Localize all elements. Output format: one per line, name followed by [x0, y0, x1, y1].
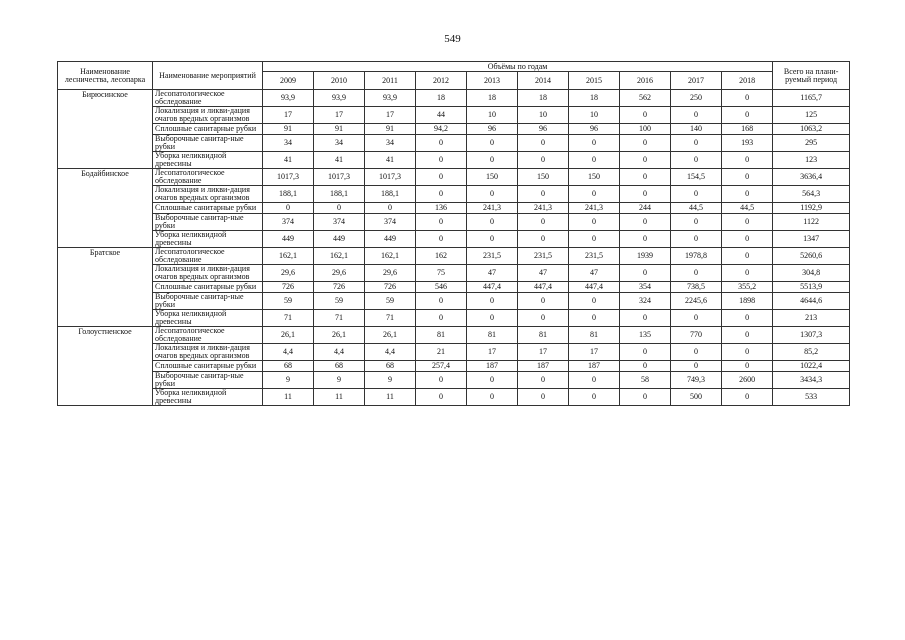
year-value-cell: 44,5 [722, 203, 773, 214]
table-row [58, 186, 850, 203]
year-value-cell: 0 [620, 389, 671, 406]
year-value-cell: 0 [620, 361, 671, 372]
activity-name-cell: Сплошные санитарные рубки [153, 361, 263, 372]
year-value-cell: 26,1 [314, 327, 365, 344]
year-value-cell: 17 [365, 107, 416, 124]
year-value-cell: 0 [518, 231, 569, 248]
table-row [58, 135, 850, 152]
year-value-cell: 34 [365, 135, 416, 152]
year-value-cell: 2245,6 [671, 293, 722, 310]
year-value-cell: 0 [620, 135, 671, 152]
activity-name-cell: Выборочные санитар-ные рубки [153, 135, 263, 152]
year-header-cell: 2017 [671, 72, 722, 90]
table-row [58, 327, 850, 344]
year-value-cell: 0 [722, 310, 773, 327]
year-value-cell: 93,9 [314, 90, 365, 107]
year-value-cell: 0 [722, 389, 773, 406]
year-value-cell: 241,3 [518, 203, 569, 214]
year-value-cell: 1017,3 [263, 169, 314, 186]
table-row [58, 282, 850, 293]
activity-name-cell: Уборка неликвидной древесины [153, 310, 263, 327]
year-value-cell: 29,6 [314, 265, 365, 282]
year-value-cell: 0 [722, 361, 773, 372]
activity-name-cell: Сплошные санитарные рубки [153, 124, 263, 135]
year-value-cell: 188,1 [314, 186, 365, 203]
year-value-cell: 4,4 [263, 344, 314, 361]
year-value-cell: 0 [569, 135, 620, 152]
year-header-cell: 2014 [518, 72, 569, 90]
activity-column-header: Наименование мероприятий [153, 62, 263, 90]
table-body [58, 90, 850, 406]
year-value-cell: 17 [263, 107, 314, 124]
total-value-cell: 1165,7 [773, 90, 850, 107]
activity-name-cell: Уборка неликвидной древесины [153, 231, 263, 248]
year-value-cell: 150 [569, 169, 620, 186]
year-value-cell: 0 [620, 214, 671, 231]
year-value-cell: 10 [467, 107, 518, 124]
activity-name-cell: Лесопатологическое обследование [153, 248, 263, 265]
year-value-cell: 0 [467, 389, 518, 406]
year-value-cell: 10 [569, 107, 620, 124]
year-value-cell: 0 [569, 152, 620, 169]
year-value-cell: 81 [467, 327, 518, 344]
year-value-cell: 0 [671, 107, 722, 124]
year-value-cell: 447,4 [518, 282, 569, 293]
year-value-cell: 9 [314, 372, 365, 389]
year-value-cell: 0 [722, 327, 773, 344]
total-value-cell: 1192,9 [773, 203, 850, 214]
year-value-cell: 68 [365, 361, 416, 372]
year-value-cell: 0 [671, 344, 722, 361]
year-value-cell: 0 [722, 90, 773, 107]
year-value-cell: 0 [620, 344, 671, 361]
year-value-cell: 135 [620, 327, 671, 344]
year-value-cell: 244 [620, 203, 671, 214]
year-value-cell: 0 [263, 203, 314, 214]
year-value-cell: 140 [671, 124, 722, 135]
activity-name-cell: Уборка неликвидной древесины [153, 389, 263, 406]
year-value-cell: 0 [620, 231, 671, 248]
year-value-cell: 726 [263, 282, 314, 293]
year-value-cell: 71 [365, 310, 416, 327]
year-value-cell: 29,6 [263, 265, 314, 282]
year-value-cell: 187 [467, 361, 518, 372]
year-value-cell: 91 [263, 124, 314, 135]
year-value-cell: 187 [518, 361, 569, 372]
year-value-cell: 0 [467, 310, 518, 327]
year-value-cell: 1017,3 [314, 169, 365, 186]
year-value-cell: 17 [569, 344, 620, 361]
year-value-cell: 47 [467, 265, 518, 282]
year-value-cell: 355,2 [722, 282, 773, 293]
year-value-cell: 0 [722, 344, 773, 361]
year-value-cell: 1017,3 [365, 169, 416, 186]
year-value-cell: 4,4 [314, 344, 365, 361]
year-value-cell: 0 [467, 293, 518, 310]
activity-name-cell: Лесопатологическое обследование [153, 327, 263, 344]
year-value-cell: 47 [518, 265, 569, 282]
year-value-cell: 0 [620, 107, 671, 124]
page-number: 549 [444, 33, 461, 45]
year-value-cell: 447,4 [467, 282, 518, 293]
year-value-cell: 18 [569, 90, 620, 107]
year-value-cell: 100 [620, 124, 671, 135]
table-row [58, 152, 850, 169]
table-row [58, 107, 850, 124]
year-value-cell: 0 [722, 248, 773, 265]
total-value-cell: 213 [773, 310, 850, 327]
year-value-cell: 0 [722, 231, 773, 248]
activity-name-cell: Выборочные санитар-ные рубки [153, 372, 263, 389]
year-value-cell: 0 [671, 231, 722, 248]
year-value-cell: 150 [467, 169, 518, 186]
year-value-cell: 9 [365, 372, 416, 389]
year-value-cell: 324 [620, 293, 671, 310]
year-value-cell: 0 [416, 231, 467, 248]
year-value-cell: 34 [263, 135, 314, 152]
year-value-cell: 96 [569, 124, 620, 135]
forestry-column-header: Наименование лесничества, лесопарка [58, 62, 153, 90]
year-value-cell: 41 [263, 152, 314, 169]
year-value-cell: 18 [518, 90, 569, 107]
year-value-cell: 0 [416, 310, 467, 327]
year-value-cell: 0 [569, 389, 620, 406]
year-value-cell: 0 [569, 372, 620, 389]
year-value-cell: 0 [671, 186, 722, 203]
year-value-cell: 68 [263, 361, 314, 372]
year-value-cell: 9 [263, 372, 314, 389]
total-value-cell: 123 [773, 152, 850, 169]
year-value-cell: 93,9 [263, 90, 314, 107]
activity-name-cell: Локализация и ликви-дация очагов вредных организмов [153, 344, 263, 361]
year-value-cell: 0 [416, 169, 467, 186]
year-value-cell: 0 [416, 293, 467, 310]
year-value-cell: 154,5 [671, 169, 722, 186]
year-value-cell: 193 [722, 135, 773, 152]
table-row [58, 124, 850, 135]
year-value-cell: 250 [671, 90, 722, 107]
year-value-cell: 17 [467, 344, 518, 361]
year-value-cell: 0 [416, 389, 467, 406]
year-value-cell: 231,5 [569, 248, 620, 265]
year-value-cell: 447,4 [569, 282, 620, 293]
year-value-cell: 59 [365, 293, 416, 310]
year-value-cell: 47 [569, 265, 620, 282]
year-value-cell: 241,3 [569, 203, 620, 214]
forestry-name-cell: Бодайбинское [58, 169, 153, 248]
table-row [58, 214, 850, 231]
year-value-cell: 0 [620, 169, 671, 186]
year-header-cell: 2013 [467, 72, 518, 90]
year-value-cell: 44 [416, 107, 467, 124]
table-row [58, 293, 850, 310]
year-value-cell: 18 [416, 90, 467, 107]
year-value-cell: 34 [314, 135, 365, 152]
year-value-cell: 94,2 [416, 124, 467, 135]
total-value-cell: 125 [773, 107, 850, 124]
year-value-cell: 59 [263, 293, 314, 310]
year-value-cell: 1898 [722, 293, 773, 310]
year-value-cell: 10 [518, 107, 569, 124]
year-value-cell: 2600 [722, 372, 773, 389]
table-row [58, 90, 850, 107]
year-value-cell: 257,4 [416, 361, 467, 372]
year-value-cell: 0 [518, 372, 569, 389]
year-value-cell: 81 [569, 327, 620, 344]
activity-name-cell: Лесопатологическое обследование [153, 169, 263, 186]
year-value-cell: 0 [671, 135, 722, 152]
year-value-cell: 374 [263, 214, 314, 231]
forest-protection-volumes-table [57, 61, 850, 406]
table-row [58, 169, 850, 186]
table-row [58, 389, 850, 406]
year-value-cell: 0 [518, 310, 569, 327]
year-value-cell: 18 [467, 90, 518, 107]
total-value-cell: 1307,3 [773, 327, 850, 344]
year-value-cell: 136 [416, 203, 467, 214]
year-value-cell: 71 [314, 310, 365, 327]
year-value-cell: 0 [314, 203, 365, 214]
year-value-cell: 41 [314, 152, 365, 169]
year-value-cell: 75 [416, 265, 467, 282]
year-value-cell: 0 [416, 214, 467, 231]
year-value-cell: 749,3 [671, 372, 722, 389]
year-value-cell: 29,6 [365, 265, 416, 282]
year-value-cell: 241,3 [467, 203, 518, 214]
year-value-cell: 0 [416, 135, 467, 152]
year-value-cell: 91 [314, 124, 365, 135]
year-value-cell: 0 [569, 293, 620, 310]
year-value-cell: 17 [518, 344, 569, 361]
year-value-cell: 17 [314, 107, 365, 124]
year-header-cell: 2010 [314, 72, 365, 90]
total-value-cell: 564,3 [773, 186, 850, 203]
year-value-cell: 81 [416, 327, 467, 344]
year-value-cell: 374 [314, 214, 365, 231]
activity-name-cell: Сплошные санитарные рубки [153, 203, 263, 214]
year-value-cell: 0 [620, 265, 671, 282]
table-row [58, 344, 850, 361]
year-header-cell: 2015 [569, 72, 620, 90]
year-value-cell: 59 [314, 293, 365, 310]
activity-name-cell: Локализация и ликви-дация очагов вредных организмов [153, 107, 263, 124]
year-value-cell: 449 [365, 231, 416, 248]
year-value-cell: 0 [671, 265, 722, 282]
total-value-cell: 4644,6 [773, 293, 850, 310]
year-value-cell: 0 [569, 214, 620, 231]
forestry-name-cell: Братское [58, 248, 153, 327]
total-value-cell: 533 [773, 389, 850, 406]
table-row [58, 203, 850, 214]
total-value-cell: 1347 [773, 231, 850, 248]
table-row [58, 265, 850, 282]
year-value-cell: 0 [722, 152, 773, 169]
year-value-cell: 726 [365, 282, 416, 293]
year-value-cell: 0 [467, 186, 518, 203]
year-value-cell: 0 [518, 214, 569, 231]
year-value-cell: 500 [671, 389, 722, 406]
year-value-cell: 11 [263, 389, 314, 406]
year-value-cell: 44,5 [671, 203, 722, 214]
year-value-cell: 0 [722, 107, 773, 124]
total-value-cell: 85,2 [773, 344, 850, 361]
year-value-cell: 0 [467, 135, 518, 152]
table-row [58, 361, 850, 372]
year-value-cell: 71 [263, 310, 314, 327]
total-column-header: Всего на плани-руемый период [773, 62, 850, 90]
year-header-cell: 2018 [722, 72, 773, 90]
year-value-cell: 726 [314, 282, 365, 293]
table-header [58, 62, 850, 90]
year-value-cell: 0 [620, 152, 671, 169]
year-value-cell: 162 [416, 248, 467, 265]
year-value-cell: 26,1 [365, 327, 416, 344]
year-header-cell: 2011 [365, 72, 416, 90]
year-value-cell: 0 [569, 310, 620, 327]
year-value-cell: 0 [467, 152, 518, 169]
year-header-cell: 2009 [263, 72, 314, 90]
year-value-cell: 162,1 [365, 248, 416, 265]
forestry-name-cell: Голоустненское [58, 327, 153, 406]
year-value-cell: 187 [569, 361, 620, 372]
year-value-cell: 1939 [620, 248, 671, 265]
year-value-cell: 162,1 [314, 248, 365, 265]
year-value-cell: 0 [518, 135, 569, 152]
activity-name-cell: Выборочные санитар-ные рубки [153, 214, 263, 231]
year-value-cell: 354 [620, 282, 671, 293]
year-value-cell: 0 [467, 214, 518, 231]
year-value-cell: 93,9 [365, 90, 416, 107]
year-value-cell: 0 [569, 186, 620, 203]
forestry-name-cell: Бирюсинское [58, 90, 153, 169]
activity-name-cell: Локализация и ликви-дация очагов вредных организмов [153, 186, 263, 203]
year-value-cell: 0 [620, 310, 671, 327]
volumes-by-year-header: Объёмы по годам [263, 62, 773, 72]
total-value-cell: 1063,2 [773, 124, 850, 135]
year-value-cell: 0 [722, 186, 773, 203]
year-value-cell: 0 [518, 293, 569, 310]
table-row [58, 310, 850, 327]
total-value-cell: 3636,4 [773, 169, 850, 186]
activity-name-cell: Сплошные санитарные рубки [153, 282, 263, 293]
year-value-cell: 0 [467, 231, 518, 248]
year-value-cell: 188,1 [365, 186, 416, 203]
total-value-cell: 5260,6 [773, 248, 850, 265]
total-value-cell: 3434,3 [773, 372, 850, 389]
year-value-cell: 0 [467, 372, 518, 389]
year-value-cell: 0 [518, 389, 569, 406]
year-value-cell: 96 [518, 124, 569, 135]
year-value-cell: 738,5 [671, 282, 722, 293]
total-value-cell: 1022,4 [773, 361, 850, 372]
year-value-cell: 0 [416, 152, 467, 169]
year-value-cell: 562 [620, 90, 671, 107]
table-row [58, 231, 850, 248]
year-value-cell: 0 [416, 186, 467, 203]
year-value-cell: 449 [263, 231, 314, 248]
year-value-cell: 58 [620, 372, 671, 389]
year-value-cell: 0 [722, 169, 773, 186]
year-value-cell: 449 [314, 231, 365, 248]
activity-name-cell: Выборочные санитар-ные рубки [153, 293, 263, 310]
total-value-cell: 295 [773, 135, 850, 152]
year-value-cell: 0 [365, 203, 416, 214]
year-value-cell: 162,1 [263, 248, 314, 265]
activity-name-cell: Лесопатологическое обследование [153, 90, 263, 107]
activity-name-cell: Уборка неликвидной древесины [153, 152, 263, 169]
year-value-cell: 0 [620, 186, 671, 203]
year-value-cell: 0 [671, 152, 722, 169]
table-row [58, 248, 850, 265]
year-value-cell: 374 [365, 214, 416, 231]
activity-name-cell: Локализация и ликви-дация очагов вредных организмов [153, 265, 263, 282]
year-value-cell: 1978,8 [671, 248, 722, 265]
year-value-cell: 0 [671, 361, 722, 372]
year-value-cell: 41 [365, 152, 416, 169]
year-value-cell: 0 [722, 265, 773, 282]
total-value-cell: 1122 [773, 214, 850, 231]
year-header-cell: 2012 [416, 72, 467, 90]
year-value-cell: 68 [314, 361, 365, 372]
year-value-cell: 188,1 [263, 186, 314, 203]
year-value-cell: 0 [416, 372, 467, 389]
year-header-cell: 2016 [620, 72, 671, 90]
year-value-cell: 0 [671, 214, 722, 231]
year-value-cell: 4,4 [365, 344, 416, 361]
total-value-cell: 5513,9 [773, 282, 850, 293]
year-value-cell: 231,5 [518, 248, 569, 265]
year-value-cell: 81 [518, 327, 569, 344]
year-value-cell: 26,1 [263, 327, 314, 344]
year-value-cell: 21 [416, 344, 467, 361]
year-value-cell: 11 [314, 389, 365, 406]
year-value-cell: 11 [365, 389, 416, 406]
year-value-cell: 0 [671, 310, 722, 327]
year-value-cell: 96 [467, 124, 518, 135]
year-value-cell: 0 [518, 186, 569, 203]
year-value-cell: 0 [722, 214, 773, 231]
year-value-cell: 0 [569, 231, 620, 248]
year-value-cell: 150 [518, 169, 569, 186]
table-row [58, 372, 850, 389]
year-value-cell: 546 [416, 282, 467, 293]
year-value-cell: 0 [518, 152, 569, 169]
year-value-cell: 91 [365, 124, 416, 135]
total-value-cell: 304,8 [773, 265, 850, 282]
year-value-cell: 770 [671, 327, 722, 344]
year-value-cell: 231,5 [467, 248, 518, 265]
year-value-cell: 168 [722, 124, 773, 135]
